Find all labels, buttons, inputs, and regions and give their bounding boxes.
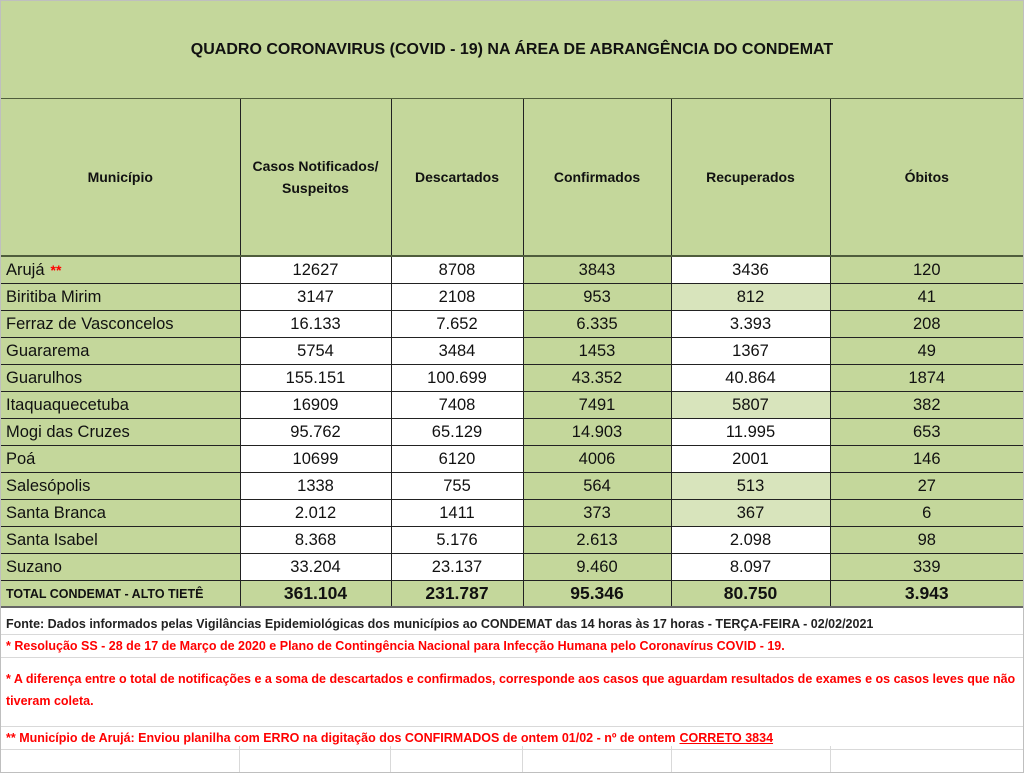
confirmados-cell[interactable]: 564 [523, 473, 671, 500]
obitos-cell[interactable]: 208 [830, 311, 1023, 338]
municipio-name: Itaquaquecetuba [6, 395, 129, 414]
recuperados-cell[interactable]: 3436 [671, 256, 830, 284]
confirmados-cell[interactable]: 373 [523, 500, 671, 527]
confirmados-cell[interactable]: 43.352 [523, 365, 671, 392]
table-row [1, 554, 1023, 581]
obitos-cell[interactable]: 98 [830, 527, 1023, 554]
confirmados-cell[interactable]: 4006 [523, 446, 671, 473]
table-row [1, 446, 1023, 473]
total-recuperados[interactable]: 80.750 [671, 581, 830, 608]
municipio-cell[interactable] [1, 527, 240, 554]
obitos-cell[interactable]: 653 [830, 419, 1023, 446]
table-row [1, 338, 1023, 365]
obitos-cell[interactable]: 49 [830, 338, 1023, 365]
difference-note: * A diferença entre o total de notificações e a soma de descartados e confirmados, corresponde aos casos que aguardam resultados de exames e os casos leves que não tiveram coleta. [1, 658, 1023, 727]
table-row [1, 419, 1023, 446]
table-row [1, 256, 1023, 284]
empty-cell[interactable] [523, 746, 671, 772]
note-marker: ** [50, 261, 62, 278]
resolution-note: * Resolução SS - 28 de 17 de Março de 2020 e Plano de Contingência Nacional para Infecção Humana pelo Coronavírus COVID - 19. [1, 635, 1023, 658]
confirmados-cell[interactable]: 3843 [523, 256, 671, 284]
table-row [1, 527, 1023, 554]
source-note: Fonte: Dados informados pelas Vigilâncias Epidemiológicas dos municípios ao CONDEMAT das 14 horas às 17 horas - TERÇA-FEIRA - 02/02/2021 [1, 614, 1023, 635]
column-header-descartados: Descartados [391, 99, 523, 256]
municipio-name: Salesópolis [6, 476, 91, 495]
notificados-cell[interactable]: 10699 [240, 446, 391, 473]
notificados-cell[interactable]: 5754 [240, 338, 391, 365]
descartados-cell[interactable]: 7408 [391, 392, 523, 419]
header-row [1, 99, 1023, 256]
recuperados-cell[interactable]: 2.098 [671, 527, 830, 554]
empty-row [1, 746, 1023, 772]
notes-section [1, 614, 1023, 750]
municipio-cell[interactable] [1, 284, 240, 311]
descartados-cell[interactable]: 100.699 [391, 365, 523, 392]
column-header-municipio: Município [1, 99, 240, 256]
column-header-recuperados: Recuperados [671, 99, 830, 256]
obitos-cell[interactable]: 382 [830, 392, 1023, 419]
recuperados-cell[interactable]: 5807 [671, 392, 830, 419]
municipio-name: Guarulhos [6, 368, 83, 387]
recuperados-cell[interactable]: 812 [671, 284, 830, 311]
municipio-name: Santa Isabel [6, 530, 98, 549]
empty-cell[interactable] [1, 746, 240, 772]
empty-cell[interactable] [672, 746, 831, 772]
confirmados-cell[interactable]: 9.460 [523, 554, 671, 581]
descartados-cell[interactable]: 5.176 [391, 527, 523, 554]
total-notificados[interactable]: 361.104 [240, 581, 391, 608]
municipio-name: Ferraz de Vasconcelos [6, 314, 174, 333]
total-obitos[interactable]: 3.943 [830, 581, 1023, 608]
obitos-cell[interactable]: 120 [830, 256, 1023, 284]
empty-cell[interactable] [391, 746, 523, 772]
table-title: QUADRO CORONAVIRUS (COVID - 19) NA ÁREA DE ABRANGÊNCIA DO CONDEMAT [1, 1, 1023, 100]
notificados-cell[interactable]: 3147 [240, 284, 391, 311]
municipio-name: Poá [6, 449, 36, 468]
column-header-obitos: Óbitos [830, 99, 1023, 256]
table-row [1, 500, 1023, 527]
municipio-name: Mogi das Cruzes [6, 422, 130, 441]
notificados-cell[interactable]: 16.133 [240, 311, 391, 338]
notificados-cell[interactable]: 12627 [240, 256, 391, 284]
descartados-cell[interactable]: 65.129 [391, 419, 523, 446]
obitos-cell[interactable]: 6 [830, 500, 1023, 527]
descartados-cell[interactable]: 6120 [391, 446, 523, 473]
confirmados-cell[interactable]: 1453 [523, 338, 671, 365]
confirmados-cell[interactable]: 2.613 [523, 527, 671, 554]
descartados-cell[interactable]: 755 [391, 473, 523, 500]
recuperados-cell[interactable]: 1367 [671, 338, 830, 365]
municipio-name: Biritiba Mirim [6, 287, 102, 306]
recuperados-cell[interactable]: 8.097 [671, 554, 830, 581]
obitos-cell[interactable]: 27 [830, 473, 1023, 500]
total-row [1, 581, 1023, 608]
recuperados-cell[interactable]: 513 [671, 473, 830, 500]
municipio-cell[interactable] [1, 554, 240, 581]
descartados-cell[interactable]: 3484 [391, 338, 523, 365]
table-row [1, 284, 1023, 311]
empty-cell[interactable] [240, 746, 391, 772]
total-label[interactable]: TOTAL CONDEMAT - ALTO TIETÊ [1, 581, 240, 608]
notificados-cell[interactable]: 8.368 [240, 527, 391, 554]
obitos-cell[interactable]: 1874 [830, 365, 1023, 392]
table-row [1, 392, 1023, 419]
notificados-cell[interactable]: 33.204 [240, 554, 391, 581]
column-header-notificados: Casos Notificados/ Suspeitos [240, 99, 391, 256]
obitos-cell[interactable]: 41 [830, 284, 1023, 311]
table-row [1, 311, 1023, 338]
descartados-cell[interactable]: 8708 [391, 256, 523, 284]
municipio-name: Arujá [6, 260, 45, 279]
municipio-name: Guararema [6, 341, 90, 360]
municipio-name: Santa Branca [6, 503, 106, 522]
descartados-cell[interactable]: 2108 [391, 284, 523, 311]
confirmados-cell[interactable]: 14.903 [523, 419, 671, 446]
recuperados-cell[interactable]: 11.995 [671, 419, 830, 446]
municipio-cell[interactable] [1, 365, 240, 392]
descartados-cell[interactable]: 1411 [391, 500, 523, 527]
municipio-cell[interactable] [1, 473, 240, 500]
municipio-cell[interactable] [1, 338, 240, 365]
municipio-cell[interactable] [1, 446, 240, 473]
notificados-cell[interactable]: 155.151 [240, 365, 391, 392]
obitos-cell[interactable]: 339 [830, 554, 1023, 581]
notificados-cell[interactable]: 95.762 [240, 419, 391, 446]
total-descartados[interactable]: 231.787 [391, 581, 523, 608]
recuperados-cell[interactable]: 3.393 [671, 311, 830, 338]
descartados-cell[interactable]: 7.652 [391, 311, 523, 338]
empty-cell[interactable] [831, 746, 1023, 772]
confirmados-cell[interactable]: 953 [523, 284, 671, 311]
municipio-cell[interactable] [1, 419, 240, 446]
notificados-cell[interactable]: 16909 [240, 392, 391, 419]
table-row [1, 473, 1023, 500]
municipio-cell[interactable] [1, 500, 240, 527]
recuperados-cell[interactable]: 40.864 [671, 365, 830, 392]
recuperados-cell[interactable]: 367 [671, 500, 830, 527]
column-header-confirmados: Confirmados [523, 99, 671, 256]
aruja-note-text: ** Município de Arujá: Enviou planilha com ERRO na digitação dos CONFIRMADOS de ontem 01/02 - nº de ontem [6, 731, 676, 745]
confirmados-cell[interactable]: 6.335 [523, 311, 671, 338]
notificados-cell[interactable]: 2.012 [240, 500, 391, 527]
recuperados-cell[interactable]: 2001 [671, 446, 830, 473]
municipio-name: Suzano [6, 557, 62, 576]
notificados-cell[interactable]: 1338 [240, 473, 391, 500]
aruja-note-correction: CORRETO 3834 [679, 731, 774, 745]
table-row [1, 365, 1023, 392]
total-confirmados[interactable]: 95.346 [523, 581, 671, 608]
municipio-cell[interactable] [1, 392, 240, 419]
covid-table [1, 99, 1023, 608]
obitos-cell[interactable]: 146 [830, 446, 1023, 473]
municipio-cell[interactable] [1, 256, 240, 284]
descartados-cell[interactable]: 23.137 [391, 554, 523, 581]
municipio-cell[interactable] [1, 311, 240, 338]
confirmados-cell[interactable]: 7491 [523, 392, 671, 419]
